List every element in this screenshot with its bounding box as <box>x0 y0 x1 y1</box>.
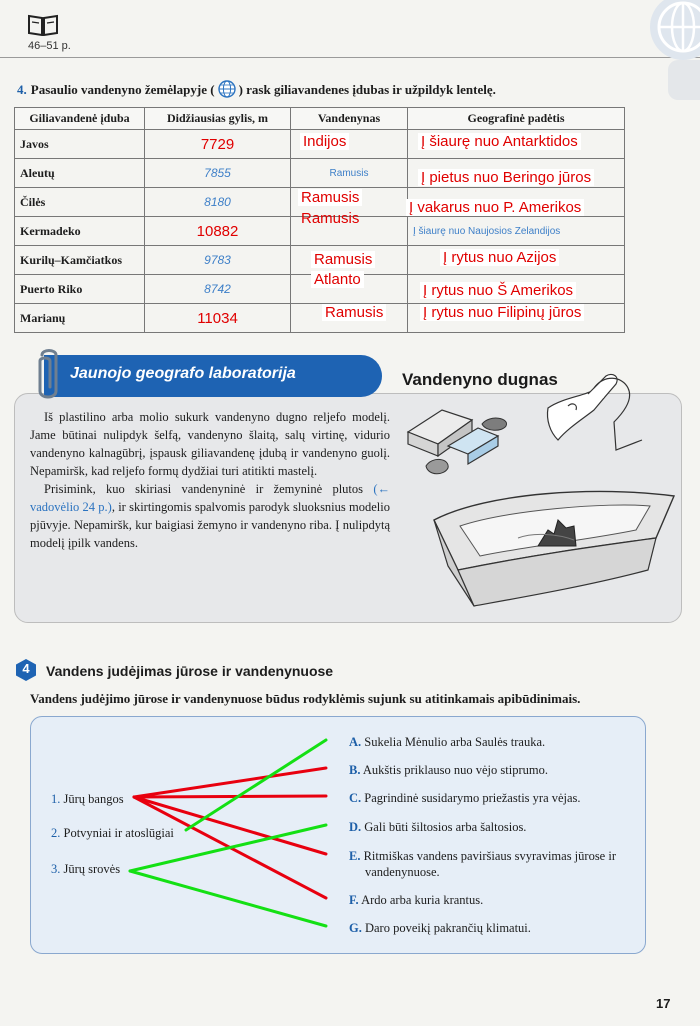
lab-paragraph-1: Iš plastilino arba molio sukurk vandenyno dugno reljefo modelį. Jame būtinai nulipdyk šelfą, vandenyno šlaitą, salų virtinę, vidurio vandenyno kalnagūbrį, įspausk giliavandenę įdubą ir vandenyno guolį. Nepamiršk, kad reljefo formų dydžiai turi atitikti mastelį. <box>30 410 390 478</box>
lab-instructions <box>30 408 390 552</box>
depth-cell: 7855 <box>145 159 291 188</box>
depth-cell[interactable]: 10882 <box>145 217 291 246</box>
lab-paragraph-2: Prisimink, kuo skiriasi vandenyninė ir žemyninė plutos (← vadovėlio 24 p.), ir skirtingomis spalvomis parodyk sluoksnius modelio pjūvyje. Nepamiršk, kur baigiasi žemyno ir vandenyno riba. Į nulipdytą modelį įpilk vandens. <box>30 482 390 550</box>
depth-cell: 9783 <box>145 246 291 275</box>
answer-puerto-ocean: Atlanto <box>311 271 364 288</box>
right-item-d[interactable]: D. Gali būti šiltosios arba šaltosios. <box>349 820 527 834</box>
answer-puerto-position: Į rytus nuo Š Amerikos <box>420 282 576 299</box>
globe-map-icon <box>215 80 239 98</box>
trench-name: Puerto Riko <box>15 275 145 304</box>
answer-ciles-ocean: Ramusis <box>298 189 362 206</box>
section-number: 4 <box>22 661 30 676</box>
answer-kermadeko-ocean: Ramusis <box>301 210 360 227</box>
exercise-text-after: ) rask giliavandenes įdubas ir užpildyk lentelę. <box>238 82 496 97</box>
answer-javos-ocean: Indijos <box>300 133 349 150</box>
header-rule <box>0 57 700 58</box>
answer-kurilu-position: Į rytus nuo Azijos <box>440 249 559 266</box>
ocean-floor-model-illustration <box>398 370 684 620</box>
section-title: Vandens judėjimas jūrose ir vandenynuose <box>46 663 334 679</box>
trench-name: Kermadeko <box>15 217 145 246</box>
trench-name: Kurilų–Kamčiatkos <box>15 246 145 275</box>
left-item-tides[interactable]: 2. Potvyniai ir atoslūgiai <box>51 826 174 840</box>
exercise-4-title <box>17 80 496 98</box>
ocean-basin-model <box>434 491 674 606</box>
matching-exercise-box <box>30 716 646 954</box>
answer-marianu-position: Į rytus nuo Filipinų jūros <box>420 304 584 321</box>
answer-kurilu-ocean: Ramusis <box>311 251 375 268</box>
answer-ciles-position: Į vakarus nuo P. Amerikos <box>406 199 584 216</box>
page-number: 17 <box>656 996 671 1011</box>
lab-banner-title: Jaunojo geografo laboratorija <box>70 365 296 382</box>
answer-aleutu-position: Į pietus nuo Beringo jūros <box>418 169 594 186</box>
right-item-c[interactable]: C. Pagrindinė susidarymo priežastis yra vėjas. <box>349 791 581 805</box>
right-item-f[interactable]: F. Ardo arba kuria krantus. <box>349 893 484 907</box>
column-header: Geografinė padėtis <box>408 108 625 130</box>
ocean-cell: Ramusis <box>291 159 408 188</box>
exercise-text-before: Pasaulio vandenyno žemėlapyje ( <box>30 82 215 97</box>
trench-name: Marianų <box>15 304 145 333</box>
depth-cell[interactable]: 11034 <box>145 304 291 333</box>
right-item-e[interactable]: E. Ritmiškas vandens paviršiaus svyravimas jūrose ir <box>349 849 616 863</box>
clay-blocks-icon <box>408 410 507 474</box>
trench-name: Aleutų <box>15 159 145 188</box>
right-item-g[interactable]: G. Daro poveikį pakrančių klimatui. <box>349 921 531 935</box>
table-header-row <box>15 108 625 130</box>
section-instruction: Vandens judėjimo jūrose ir vandenynuose būdus rodyklėmis sujunk su atitinkamais apibūdinimais. <box>30 691 581 706</box>
right-item-b[interactable]: B. Aukštis priklauso nuo vėjo stiprumo. <box>349 763 548 777</box>
right-item-e-continued: vandenynuose. <box>365 865 440 879</box>
column-header: Didžiausias gylis, m <box>145 108 291 130</box>
paperclip-icon <box>28 347 70 407</box>
left-item-currents[interactable]: 3. Jūrų srovės <box>51 862 121 876</box>
position-cell: Į šiaurę nuo Naujosios Zelandijos <box>408 217 625 246</box>
depth-cell[interactable]: 7729 <box>145 130 291 159</box>
trench-name: Javos <box>15 130 145 159</box>
page-reference: 46–51 p. <box>28 40 71 52</box>
right-item-a[interactable]: A. Sukelia Mėnulio arba Saulės trauka. <box>349 735 546 749</box>
column-header: Vandenynas <box>291 108 408 130</box>
trench-name: Čilės <box>15 188 145 217</box>
left-item-waves[interactable]: 1. Jūrų bangos <box>51 792 124 806</box>
depth-cell: 8180 <box>145 188 291 217</box>
globe-icon <box>648 0 700 62</box>
column-header: Giliavandenė įduba <box>15 108 145 130</box>
lab-subject-title: Vandenyno dugnas <box>402 370 558 389</box>
exercise-number: 4. <box>17 82 27 97</box>
hands-icon <box>547 374 642 450</box>
textbook-reference-link: (← vadovėlio 24 p.) <box>30 482 390 514</box>
depth-cell: 8742 <box>145 275 291 304</box>
answer-javos-position: Į šiaurę nuo Antarktidos <box>418 133 581 150</box>
side-tab <box>668 60 700 100</box>
answer-marianu-ocean: Ramusis <box>322 304 386 321</box>
book-icon <box>28 14 58 36</box>
